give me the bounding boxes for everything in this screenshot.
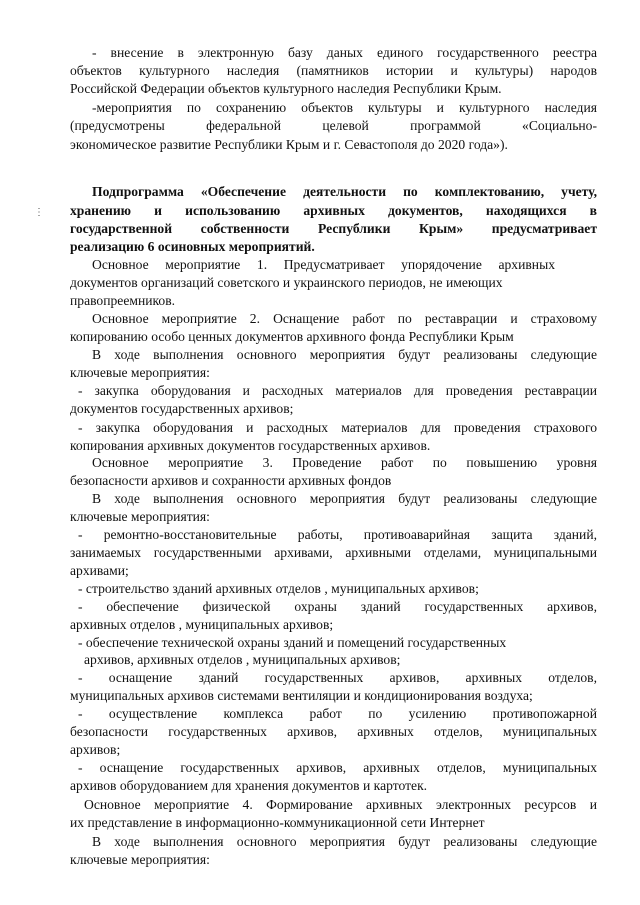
text-line: -мероприятия по сохранению объектов культуры и культурного наследия: [92, 100, 597, 115]
text-line: объектов культурного наследия (памятников истории и культуры) народов: [70, 63, 597, 78]
text-line: Основное мероприятие 1. Предусматривает упорядочение архивных: [92, 257, 555, 272]
text-line: - строительство зданий архивных отделов , муниципальных архивов;: [78, 581, 479, 596]
text-line: Основное мероприятие 3. Проведение работ по повышению уровня: [92, 455, 597, 470]
text-line: - обеспечение технической охраны зданий и помещений государственных: [78, 635, 507, 650]
text-line: документов государственных архивов;: [70, 401, 294, 416]
text-line: - оснащение государственных архивов, архивных отделов, муниципальных: [78, 760, 597, 775]
subprogram-heading-line: хранению и использованию архивных документов, находящихся в: [70, 203, 597, 218]
text-line: ключевые мероприятия:: [70, 509, 210, 524]
text-line: ключевые мероприятия:: [70, 852, 210, 867]
text-line: В ходе выполнения основного мероприятия будут реализованы следующие: [92, 347, 597, 362]
text-line: Основное мероприятие 4. Формирование архивных электронных ресурсов и: [84, 797, 597, 812]
text-line: копированию особо ценных документов архивного фонда Республики Крым: [70, 329, 514, 344]
text-line: муниципальных архивов системами вентиляции и кондиционирования воздуха;: [70, 688, 533, 703]
text-line: архивами;: [70, 563, 129, 578]
text-line: - внесение в электронную базу даных единого государственного реестра: [92, 45, 597, 60]
text-line: архивных отделов , муниципальных архивов;: [70, 617, 334, 632]
text-line: архивов, архивных отделов , муниципальных архивов;: [84, 652, 401, 667]
text-line: - оснащение зданий государственных архивов, архивных отделов,: [78, 670, 597, 685]
text-line: В ходе выполнения основного мероприятия будут реализованы следующие: [92, 834, 597, 849]
text-line: - ремонтно-восстановительные работы, противоаварийная защита зданий,: [78, 527, 597, 542]
text-line: безопасности государственных архивов, архивных отделов, муниципальных: [70, 724, 597, 739]
text-line: занимаемых государственными архивами, архивными отделами, муниципальными: [70, 545, 597, 560]
text-line: безопасности архивов и сохранности архивных фондов: [70, 473, 392, 488]
margin-mark: ⋮: [34, 207, 44, 218]
text-line: Российской Федерации объектов культурного наследия Республики Крым.: [70, 81, 502, 96]
text-line: - закупка оборудования и расходных материалов для проведения страхового: [78, 420, 597, 435]
text-line: - закупка оборудования и расходных материалов для проведения реставрации: [78, 383, 597, 398]
text-line: - осуществление комплекса работ по усилению противопожарной: [78, 706, 597, 721]
text-line: документов организаций советского и украинского периодов, не имеющих: [70, 275, 503, 290]
text-line: их представление в информационно-коммуникационной сети Интернет: [70, 815, 485, 830]
text-line: архивов оборудованием для хранения документов и картотек.: [70, 778, 428, 793]
text-line: экономическое развитие Республики Крым и г. Севастополя до 2020 года»).: [70, 137, 508, 152]
text-line: правопреемников.: [70, 293, 176, 308]
text-line: Основное мероприятие 2. Оснащение работ по реставрации и страховому: [92, 311, 597, 326]
subprogram-heading-line: реализацию 6 осиновных мероприятий.: [70, 239, 315, 254]
text-line: копирования архивных документов государственных архивов.: [70, 438, 431, 453]
text-line: ключевые мероприятия:: [70, 365, 210, 380]
text-line: архивов;: [70, 742, 121, 757]
text-line: - обеспечение физической охраны зданий государственных архивов,: [78, 599, 597, 614]
text-line: В ходе выполнения основного мероприятия будут реализованы следующие: [92, 491, 597, 506]
text-line: (предусмотрены федеральной целевой программой «Социально-: [70, 118, 597, 133]
subprogram-heading-line: государственной собственности Республики Крым» предусматривает: [70, 221, 597, 236]
subprogram-heading-line: Подпрограмма «Обеспечение деятельности по комплектованию, учету,: [92, 184, 597, 199]
